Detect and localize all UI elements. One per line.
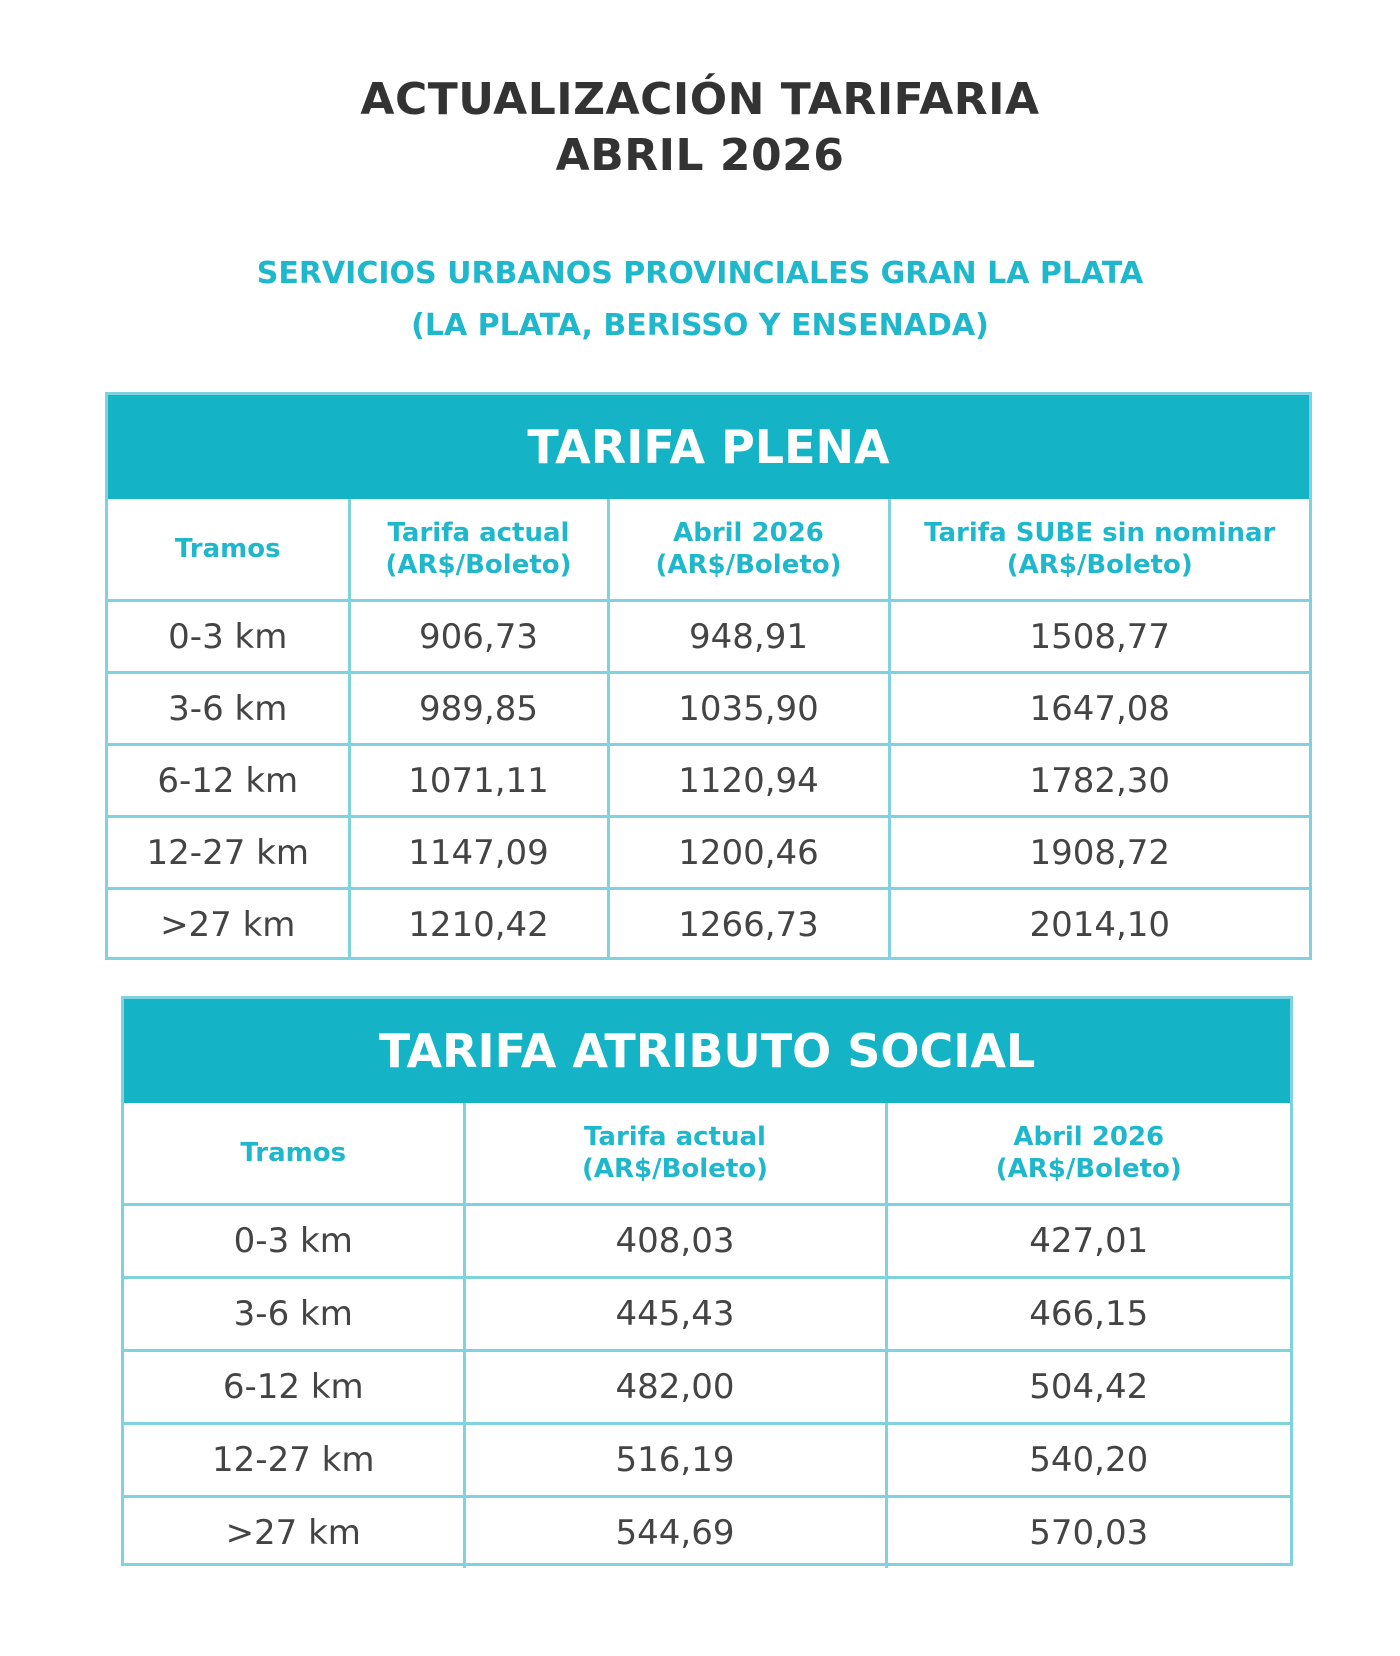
table-row — [124, 1351, 1290, 1424]
table-row — [108, 817, 1309, 889]
table-header-row — [108, 499, 1309, 601]
table-row — [108, 673, 1309, 745]
column-header-tramos: Tramos — [108, 499, 349, 601]
column-header-abril-2026: Abril 2026 (AR$/Boleto) — [886, 1103, 1290, 1205]
tramo-cell: 12-27 km — [108, 817, 349, 889]
tramo-cell: 0-3 km — [124, 1205, 464, 1278]
tarifa-actual-cell: 1210,42 — [349, 889, 608, 960]
table-row — [124, 1205, 1290, 1278]
tarifa-actual-cell: 906,73 — [349, 601, 608, 673]
table-row — [124, 1424, 1290, 1497]
abril-2026-cell: 1120,94 — [608, 745, 889, 817]
sube-sin-nominar-cell: 2014,10 — [889, 889, 1309, 960]
table-header-row — [124, 1103, 1290, 1205]
sube-sin-nominar-cell: 1782,30 — [889, 745, 1309, 817]
abril-2026-cell: 504,42 — [886, 1351, 1290, 1424]
tarifa-actual-cell: 544,69 — [464, 1497, 886, 1569]
table-row — [108, 745, 1309, 817]
table-row — [124, 1497, 1290, 1569]
table-row — [108, 889, 1309, 960]
tarifa-plena-title: TARIFA PLENA — [108, 395, 1309, 499]
abril-2026-cell: 948,91 — [608, 601, 889, 673]
tramo-cell: 3-6 km — [124, 1278, 464, 1351]
tarifa-social-title: TARIFA ATRIBUTO SOCIAL — [124, 999, 1290, 1103]
column-header-tramos: Tramos — [124, 1103, 464, 1205]
table-row — [108, 601, 1309, 673]
abril-2026-cell: 1200,46 — [608, 817, 889, 889]
sube-sin-nominar-cell: 1508,77 — [889, 601, 1309, 673]
tarifa-actual-cell: 482,00 — [464, 1351, 886, 1424]
column-header-sube-sin-nominar: Tarifa SUBE sin nominar (AR$/Boleto) — [889, 499, 1309, 601]
subtitle-line-2: (LA PLATA, BERISSO Y ENSENADA) — [411, 308, 989, 343]
tramo-cell: >27 km — [108, 889, 349, 960]
tramo-cell: 6-12 km — [124, 1351, 464, 1424]
abril-2026-cell: 570,03 — [886, 1497, 1290, 1569]
tarifa-social-table — [121, 996, 1293, 1566]
tramo-cell: 12-27 km — [124, 1424, 464, 1497]
table-row — [124, 1278, 1290, 1351]
title-line-1: ACTUALIZACIÓN TARIFARIA — [360, 74, 1040, 125]
tarifa-social-grid — [124, 1103, 1290, 1568]
abril-2026-cell: 1266,73 — [608, 889, 889, 960]
sube-sin-nominar-cell: 1908,72 — [889, 817, 1309, 889]
abril-2026-cell: 540,20 — [886, 1424, 1290, 1497]
abril-2026-cell: 427,01 — [886, 1205, 1290, 1278]
tarifa-plena-grid — [108, 499, 1309, 959]
abril-2026-cell: 1035,90 — [608, 673, 889, 745]
abril-2026-cell: 466,15 — [886, 1278, 1290, 1351]
tramo-cell: 6-12 km — [108, 745, 349, 817]
subtitle-line-1: SERVICIOS URBANOS PROVINCIALES GRAN LA PLATA — [256, 256, 1144, 291]
tramo-cell: 3-6 km — [108, 673, 349, 745]
tarifa-plena-table — [105, 392, 1312, 960]
column-header-tarifa-actual: Tarifa actual (AR$/Boleto) — [464, 1103, 886, 1205]
tramo-cell: >27 km — [124, 1497, 464, 1569]
tarifa-actual-cell: 516,19 — [464, 1424, 886, 1497]
page-subtitle — [0, 248, 1400, 352]
page-title — [0, 72, 1400, 184]
column-header-abril-2026: Abril 2026 (AR$/Boleto) — [608, 499, 889, 601]
title-line-2: ABRIL 2026 — [555, 130, 845, 181]
tarifa-actual-cell: 1071,11 — [349, 745, 608, 817]
tramo-cell: 0-3 km — [108, 601, 349, 673]
tarifa-actual-cell: 445,43 — [464, 1278, 886, 1351]
column-header-tarifa-actual: Tarifa actual (AR$/Boleto) — [349, 499, 608, 601]
tarifa-actual-cell: 408,03 — [464, 1205, 886, 1278]
tarifa-actual-cell: 1147,09 — [349, 817, 608, 889]
sube-sin-nominar-cell: 1647,08 — [889, 673, 1309, 745]
tarifa-actual-cell: 989,85 — [349, 673, 608, 745]
